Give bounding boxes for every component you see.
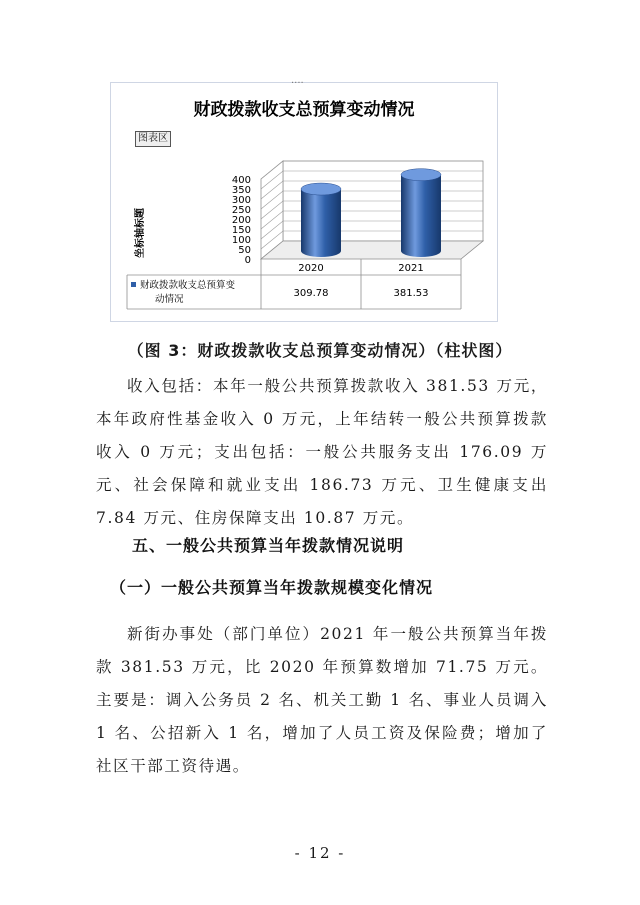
x-category-label: 2021 (398, 263, 424, 274)
frame-handle: .... (291, 75, 304, 86)
legend-label-line2: 动情况 (155, 294, 184, 305)
x-category-label: 2020 (298, 263, 324, 274)
data-value-label: 381.53 (393, 288, 429, 299)
y-tick-label: 250 (231, 205, 251, 216)
y-tick-label: 150 (231, 225, 251, 236)
y-tick-label: 350 (231, 185, 251, 196)
y-tick-label: 400 (231, 175, 251, 186)
bar-top (401, 169, 441, 181)
section-heading: 五、一般公共预算当年拨款情况说明 (132, 536, 405, 555)
subsection-heading: （一）一般公共预算当年拨款规模变化情况 (110, 578, 434, 597)
chart-title: 财政拨款收支总预算变动情况 (193, 100, 415, 120)
bar-chart (111, 83, 497, 321)
bar-2020 (301, 183, 341, 257)
paragraph-scale-change: 新街办事处（部门单位）2021 年一般公共预算当年拨款 381.53 万元，比 2020 年预算数增加 71.75 万元。主要是：调入公务员 2 名、机关工勤 1 名、事业人员调入 1 名、公招新入 1 名，增加了人员工资及保险费；增加了社区干部工资待遇。 (96, 625, 548, 775)
page-number: - 12 - (294, 844, 346, 862)
legend-key (131, 282, 136, 287)
chart-area-label: 图表区 (135, 131, 171, 147)
y-tick-label: 50 (238, 245, 251, 256)
bar-2021 (401, 169, 441, 257)
paragraph-income-expense: 收入包括：本年一般公共预算拨款收入 381.53 万元，本年政府性基金收入 0 万元，上年结转一般公共预算拨款收入 0 万元；支出包括：一般公共服务支出 176.09 万元、社会保障和就业支出 186.73 万元、卫生健康支出 7.84 万元、住房保障支出 10.87 万元。 (96, 377, 548, 527)
data-value-label: 309.78 (293, 288, 329, 299)
y-tick-label: 200 (231, 215, 251, 226)
data-table (127, 259, 461, 309)
y-tick-label: 0 (244, 255, 251, 266)
figure-caption: （图 3：财政拨款收支总预算变动情况）（柱状图） (127, 341, 513, 360)
y-tick-label: 300 (231, 195, 251, 206)
y-tick-label: 100 (231, 235, 251, 246)
y-axis (232, 175, 251, 266)
bar-top (301, 183, 341, 195)
legend-label-line1: 财政拨款收支总预算变 (140, 280, 236, 291)
y-axis-title: 坐标轴标题 (135, 208, 146, 258)
chart-container (110, 75, 498, 322)
